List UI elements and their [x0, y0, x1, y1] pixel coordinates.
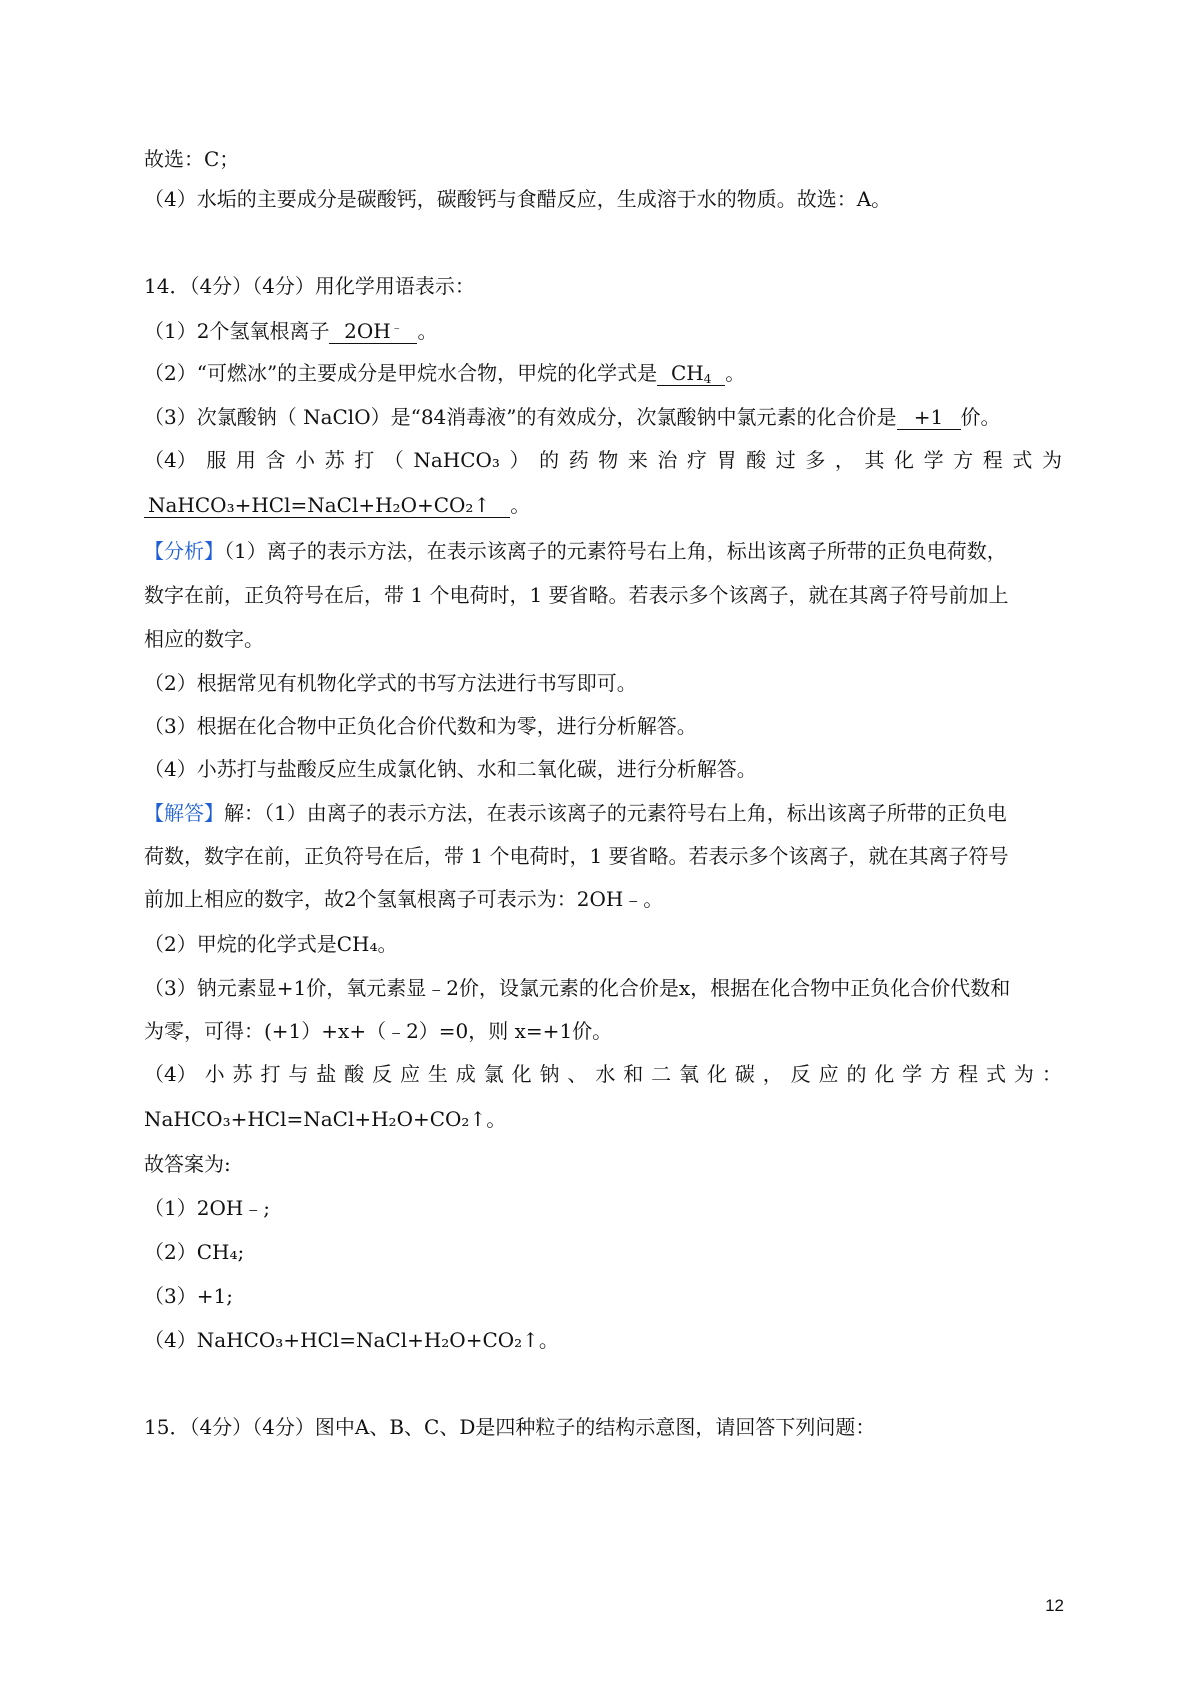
word: 化	[894, 448, 915, 472]
word: 过	[775, 448, 796, 472]
word: 化	[511, 1062, 532, 1086]
word: 钠	[539, 1062, 560, 1086]
solution-text-1: 解：（1）由离子的表示方法，在表示该离子的元素符号右上角，标出该离子所带的正负电	[224, 801, 1007, 825]
word: 水	[595, 1062, 616, 1086]
solution-line-1	[144, 800, 1007, 826]
solution-line-4: （2）甲烷的化学式是CH₄。	[144, 932, 398, 956]
q14-part-4-answer-line	[144, 492, 530, 518]
word: 的	[539, 448, 560, 472]
word: （4）	[144, 448, 197, 472]
word: 成	[455, 1062, 476, 1086]
q14-part-3-text: （3）次氯酸钠（ NaClO）是“84消毒液”的有效成分，次氯酸钠中氯元素的化合价是	[144, 405, 897, 429]
word: 来	[627, 448, 648, 472]
q14-part-2	[144, 360, 745, 386]
q14-part-2-end: 。	[725, 361, 746, 385]
answer-2: （2）CH₄;	[144, 1240, 245, 1264]
word: 应	[818, 1062, 839, 1086]
analysis-line-1	[144, 538, 1007, 564]
word: 氯	[483, 1062, 504, 1086]
analysis-line-5: （3）根据在化合物中正负化合价代数和为零，进行分析解答。	[144, 714, 697, 738]
analysis-line-6: （4）小苏打与盐酸反应生成氯化钠、水和二氧化碳，进行分析解答。	[144, 757, 757, 781]
word: 反	[790, 1062, 811, 1086]
answer-heading: 故答案为:	[144, 1152, 231, 1176]
word: 多	[805, 448, 826, 472]
word: ，	[834, 448, 855, 472]
word: 含	[265, 448, 286, 472]
word: ，	[762, 1062, 783, 1086]
word: 酸	[344, 1062, 365, 1086]
word: 苏	[324, 448, 345, 472]
solution-line-6: 为零，可得：(+1）+x+（﹣2）=0，则 x=+1价。	[144, 1019, 613, 1043]
q14-part-4-end: 。	[510, 493, 531, 517]
word: 其	[864, 448, 885, 472]
word: 打	[354, 448, 375, 472]
solution-line-2: 荷数，数字在前，正负符号在后，带 1 个电荷时，1 要省略。若表示多个该离子，就在其离子符号	[144, 844, 1009, 868]
answer-subscript: 4	[703, 372, 712, 386]
q14-part-3	[144, 404, 1001, 430]
word: 生	[427, 1062, 448, 1086]
word: 碳	[734, 1062, 755, 1086]
word: 为	[1041, 448, 1062, 472]
q15-title: 15．（4分）（4分）图中A、B、C、D是四种粒子的结构示意图，请回答下列问题：	[144, 1415, 876, 1439]
q13-line-2: （4）水垢的主要成分是碳酸钙，碳酸钙与食醋反应，生成溶于水的物质。故选：A。	[144, 187, 892, 211]
solution-label: 【解答】	[144, 801, 224, 825]
q14-part-1-text: （1）2个氢氧根离子	[144, 319, 330, 343]
solution-line-8: NaHCO₃+HCl=NaCl+H₂O+CO₂↑。	[144, 1107, 507, 1131]
solution-line-5: （3）钠元素显+1价，氧元素显﹣2价，设氯元素的化合价是x，根据在化合物中正负化合价代数和	[144, 976, 1011, 1000]
q14-part-2-text: （2）“可燃冰”的主要成分是甲烷水合物，甲烷的化学式是	[144, 361, 658, 385]
word: （4）	[144, 1062, 197, 1086]
word: 氧	[679, 1062, 700, 1086]
word: 程	[958, 1062, 979, 1086]
word: 酸	[746, 448, 767, 472]
word: （	[383, 448, 404, 472]
answer-text: CH	[670, 361, 704, 385]
answer-3: （3）+1;	[144, 1284, 233, 1308]
word: 和	[623, 1062, 644, 1086]
word: ：	[1041, 1062, 1062, 1086]
word: 用	[235, 448, 256, 472]
word: 式	[1012, 448, 1033, 472]
word: 小	[295, 448, 316, 472]
q14-part-4-line	[144, 447, 1062, 473]
q14-part-1-end: 。	[417, 319, 438, 343]
q14-part-1-answer	[329, 319, 417, 344]
word: 治	[657, 448, 678, 472]
word: 方	[930, 1062, 951, 1086]
word: ）	[509, 448, 530, 472]
solution-line-3: 前加上相应的数字，故2个氢氧根离子可表示为：2OH﹣。	[144, 887, 664, 911]
answer-4: （4）NaHCO₃+HCl=NaCl+H₂O+CO₂↑。	[144, 1328, 559, 1352]
word: 盐	[316, 1062, 337, 1086]
word: 方	[953, 448, 974, 472]
analysis-line-2: 数字在前，正负符号在后，带 1 个电荷时，1 要省略。若表示多个该离子，就在其离子符号前加上	[144, 583, 1009, 607]
word: 胃	[716, 448, 737, 472]
analysis-label: 【分析】	[144, 539, 224, 563]
word: 为	[1013, 1062, 1034, 1086]
word: 程	[982, 448, 1003, 472]
word: 打	[260, 1062, 281, 1086]
page-number: 12	[1045, 1596, 1064, 1615]
analysis-line-4: （2）根据常见有机物化学式的书写方法进行书写即可。	[144, 671, 637, 695]
analysis-text-1: （1）离子的表示方法，在表示该离子的元素符号右上角，标出该离子所带的正负电荷数，	[224, 539, 1007, 563]
word: 、	[567, 1062, 588, 1086]
word: 小	[204, 1062, 225, 1086]
q14-part-3-end: 价。	[960, 405, 1001, 429]
word: 式	[986, 1062, 1007, 1086]
word: 药	[568, 448, 589, 472]
word: 物	[598, 448, 619, 472]
q14-part-3-answer: +1	[897, 405, 961, 430]
solution-line-7	[144, 1061, 1062, 1087]
answer-charge: ﹣	[390, 320, 403, 334]
word: 学	[902, 1062, 923, 1086]
word: 化	[706, 1062, 727, 1086]
word: 与	[288, 1062, 309, 1086]
q14-part-1	[144, 318, 437, 344]
q13-line-1: 故选：C；	[144, 147, 240, 171]
word: 疗	[687, 448, 707, 472]
word: 苏	[232, 1062, 253, 1086]
q14-title: 14．（4分）（4分）用化学用语表示：	[144, 274, 475, 298]
answer-text: 2OH	[344, 319, 391, 343]
answer-1: （1）2OH﹣;	[144, 1196, 271, 1220]
word: NaHCO₃	[413, 448, 500, 472]
word: 服	[206, 448, 227, 472]
word: 二	[651, 1062, 672, 1086]
word: 的	[846, 1062, 867, 1086]
analysis-line-3: 相应的数字。	[144, 627, 264, 651]
word: 反	[372, 1062, 393, 1086]
word: 化	[874, 1062, 895, 1086]
word: 应	[399, 1062, 420, 1086]
q14-part-4-answer: NaHCO₃+HCl=NaCl+H₂O+CO₂↑	[144, 493, 510, 518]
word: 学	[923, 448, 944, 472]
q14-part-2-answer	[657, 361, 725, 386]
